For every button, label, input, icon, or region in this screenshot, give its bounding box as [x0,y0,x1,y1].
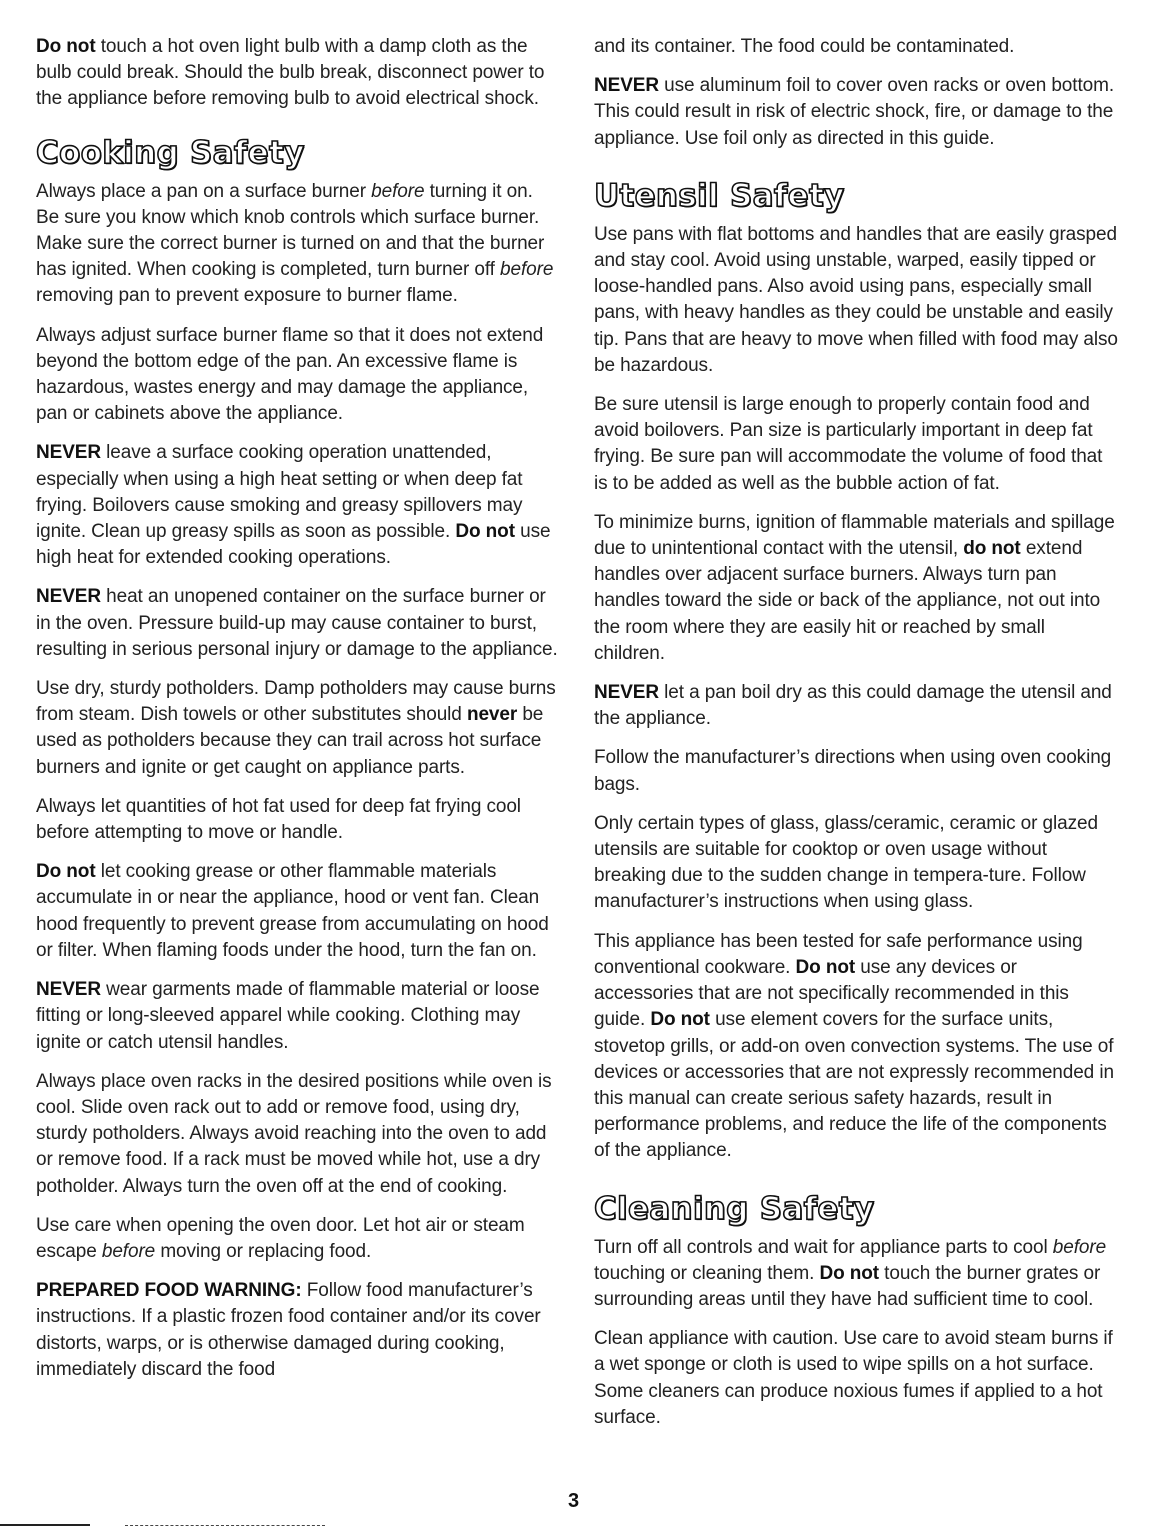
paragraph-grease [36,859,560,964]
left-column [36,34,560,1396]
section-heading-utensil-safety: Utensil Safety [594,177,845,214]
paragraph-light-bulb [36,34,560,113]
paragraph-text: turning it on. Be sure you know which knob controls which surface burner. Make sure the correct burner is turned on and that the burner has ignited. When cooking is completed, turn burner off [36,180,545,281]
page-number: 3 [568,1490,580,1512]
paragraph-text: touching or cleaning them. [594,1262,820,1284]
paragraph-text: Follow food manufacturer’s instructions. If a plastic frozen food container and/or its cover distorts, warps, or is otherwise damaged during cooking, immediately discard the food [36,1280,541,1380]
emphasis-never: NEVER [36,586,101,608]
footer-rule [0,1524,90,1526]
paragraph-text: leave a surface cooking operation unattended, especially when using a high heat setting or when deep fat frying. Boilovers cause smoking and greasy spillovers may ignite. Clean up greasy spills as soon as possible. [36,442,523,543]
emphasis-do-not: Do not [36,861,96,883]
paragraph-text: use any devices or accessories that are not specifically recommended in this guide. [594,956,1069,1031]
emphasis-italic: before [371,180,425,202]
paragraph-glass-utensils: Only certain types of glass, glass/ceramic, ceramic or glazed utensils are suitable for cooktop or oven usage without breaking due to the sudden change in tempera-ture. Follow manufacturer’s instructions when using glass. [594,812,1098,913]
emphasis-do-not: Do not [455,521,515,543]
paragraph-hot-fat: Always let quantities of hot fat used for deep fat frying cool before attempting to move or handle. [36,795,521,844]
paragraph-cooking-bags: Follow the manufacturer’s directions when using oven cooking bags. [594,747,1112,795]
paragraph-text: extend handles over adjacent surface burners. Always turn pan handles toward the side or back of the appliance, not out into the room where they are easily hit or reached by small children. [594,538,1101,664]
paragraph-text: let cooking grease or other flammable materials accumulate in or near the appliance, hood or vent fan. Clean hood frequently to prevent grease from accumulating on hood or filter. When flaming foods under the hood, turn the fan on. [36,861,549,961]
paragraph-aluminum-foil [594,73,1120,152]
paragraph-cool-parts [594,1235,1120,1314]
paragraph-clean-caution: Clean appliance with caution. Use care to avoid steam burns if a wet sponge or cloth is used to wipe spills on a hot surface. Some cleaners can produce noxious fumes if applied to a hot surface. [594,1328,1113,1428]
emphasis-italic: before [500,259,554,281]
emphasis-italic: before [1052,1236,1107,1258]
paragraph-text: touch the burner grates or surrounding areas until they have had sufficient time to cool. [594,1262,1101,1310]
paragraph-pan-handles [594,510,1120,667]
paragraph-text: Always place a pan on a surface burner [36,180,372,202]
paragraph-devices-accessories [594,929,1120,1165]
footer-dashes [125,1525,325,1527]
emphasis-do-not: Do not [795,956,856,978]
paragraph-boil-dry [594,680,1120,732]
paragraph-text: removing pan to prevent exposure to burner flame. [36,285,458,307]
emphasis-never: NEVER [36,979,101,1001]
paragraph-flat-pans: Use pans with flat bottoms and handles that are easily grasped and stay cool. Avoid using unstable, warped, easily tipped or loose-handled pans. Also avoid using pans, especially small pans, with heavy handles as they could be unstable and easily tip. Pans that are heavy to move when filled with food may also be hazardous. [594,223,1118,376]
paragraph-unattended [36,440,560,571]
paragraph-utensil-size: Be sure utensil is large enough to properly contain food and avoid boilovers. Pan size is particularly important in deep fat frying. Be sure pan will accommodate the volume of food that is to be added as well as the bubble action of fat. [594,394,1103,494]
emphasis-never: never [466,704,518,726]
emphasis-do-not: do not [963,538,1021,560]
paragraph-flame-size: Always adjust surface burner flame so that it does not extend beyond the bottom edge of the pan. An excessive flame is hazardous, wastes energy and may damage the appliance, pan or cabinets above the appliance. [36,324,544,425]
paragraph-text: use high heat for extended cooking operations. [36,521,551,569]
emphasis-never: NEVER [36,442,101,464]
emphasis-do-not: Do not [36,36,96,57]
paragraph-text: This appliance has been tested for safe performance using conventional cookware. [594,930,1083,978]
paragraph-garments [36,977,560,1056]
paragraph-oven-door [36,1213,560,1265]
paragraph-text: Use dry, sturdy potholders. Damp potholders may cause burns from steam. Dish towels or other substitutes should [36,678,556,726]
paragraph-text: Turn off all controls and wait for appliance parts to cool [594,1236,1053,1258]
emphasis-do-not: Do not [819,1262,879,1284]
paragraph-text: let a pan boil dry as this could damage the utensil and the appliance. [594,682,1112,730]
paragraph-oven-racks: Always place oven racks in the desired positions while oven is cool. Slide oven rack out to add or remove food, using dry, sturdy potholders. Always avoid reaching into the oven to add or remove food. If a rack must be moved while hot, use a dry potholder. Always turn the oven off at the end of cooking. [36,1070,552,1197]
paragraph-text: be used as potholders because they can trail across hot surface burners and ignite or get caught on appliance parts. [36,704,544,778]
section-heading-cleaning-safety: Cleaning Safety [594,1190,875,1227]
emphasis-do-not: Do not [650,1009,710,1031]
emphasis-italic: before [101,1240,156,1262]
paragraph-text: moving or replacing food. [155,1240,372,1262]
paragraph-potholders [36,676,560,781]
paragraph-text: To minimize burns, ignition of flammable materials and spillage due to unintentional contact with the utensil, [594,511,1115,560]
paragraph-prepared-food-warning [36,1278,560,1383]
right-column [594,34,1120,1444]
paragraph-text: touch a hot oven light bulb with a damp cloth as the bulb could break. Should the bulb break, disconnect power to the appliance before removing bulb to avoid electrical shock. [36,36,545,110]
paragraph-unopened-container [36,584,560,663]
paragraph-text: Use care when opening the oven door. Let hot air or steam escape [36,1214,525,1262]
paragraph-text: use aluminum foil to cover oven racks or oven bottom. This could result in risk of electric shock, fire, or damage to the appliance. Use foil only as directed in this guide. [594,75,1115,149]
emphasis-never: NEVER [594,682,659,704]
paragraph-text: heat an unopened container on the surface burner or in the oven. Pressure build-up may cause container to burst, resulting in serious personal injury or damage to the appliance. [36,586,558,660]
paragraph-container-continued: and its container. The food could be contaminated. [594,36,1015,57]
paragraph-text: use element covers for the surface units, stovetop grills, or add-on oven convection systems. The use of devices or accessories that are not expressly recommended in this manual can create serious safety hazards, result in performance problems, and reduce the life of the components of the appliance. [594,1009,1114,1162]
paragraph-burner-use [36,179,560,310]
section-heading-cooking-safety: Cooking Safety [36,134,305,171]
emphasis-never: NEVER [594,75,659,97]
paragraph-text: wear garments made of flammable material or loose fitting or long-sleeved apparel while cooking. Clothing may ignite or catch utensil handles. [36,979,540,1053]
emphasis-warning: PREPARED FOOD WARNING: [36,1280,302,1302]
